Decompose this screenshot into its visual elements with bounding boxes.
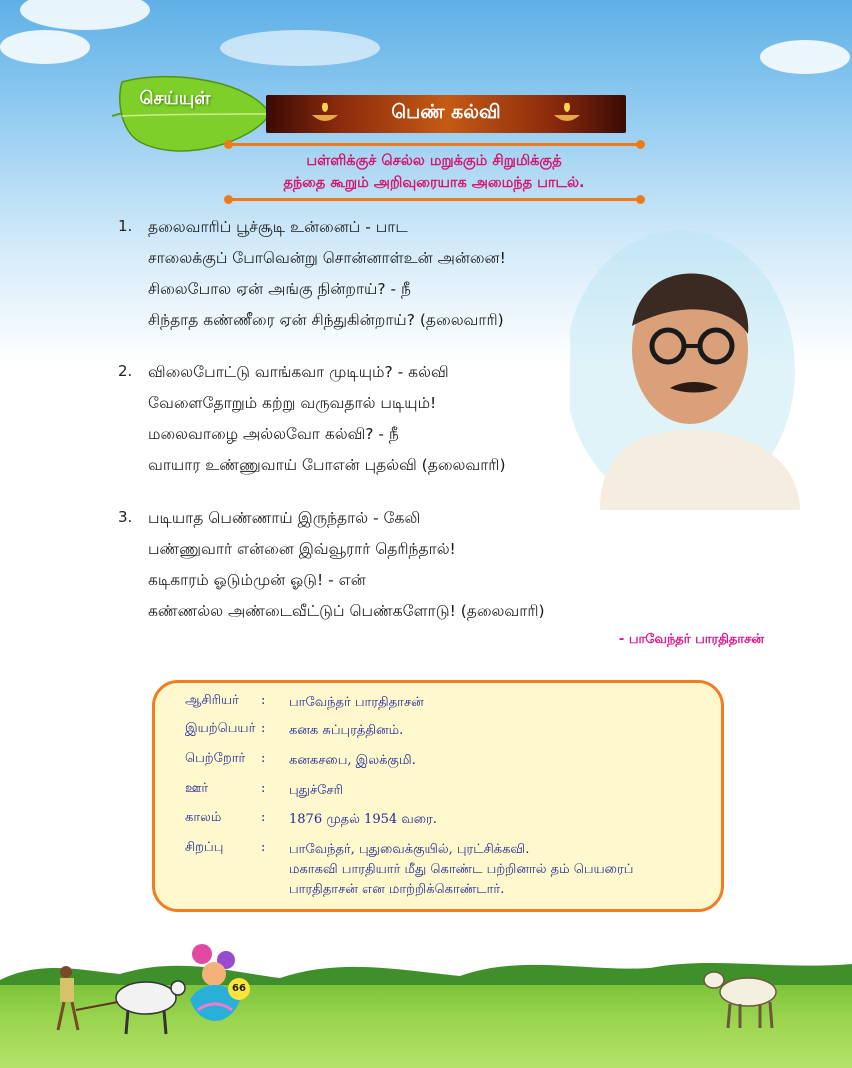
info-colon: : xyxy=(261,781,266,796)
info-value: 1876 முதல் 1954 வரை. xyxy=(289,812,437,827)
info-label: இயற்பெயர் xyxy=(185,721,256,736)
poem-line: படியாத பெண்ணாய் இருந்தால் - கேலி xyxy=(148,509,421,527)
cloud xyxy=(760,40,850,74)
poem-line: விலைபோட்டு வாங்கவா முடியும்? - கல்வி xyxy=(148,363,449,381)
cloud xyxy=(0,30,90,64)
farmer-ox-icon xyxy=(36,950,186,1040)
divider-dot xyxy=(224,195,233,204)
cloud xyxy=(20,0,150,30)
info-label: ஊர் xyxy=(185,781,209,796)
divider-dot xyxy=(636,140,645,149)
section-label: செய்யுள் xyxy=(139,88,211,109)
info-colon: : xyxy=(261,840,266,855)
title-banner xyxy=(266,95,626,133)
poem-signature: - பாவேந்தர் பாரதிதாசன் xyxy=(618,632,764,647)
leaf-icon xyxy=(112,72,272,160)
info-label: சிறப்பு xyxy=(185,840,224,855)
poem-line: சிந்தாத கண்ணீரை ஏன் சிந்துகின்றாய்? (தலைவாரி) xyxy=(148,311,504,329)
poem-line: வேளைதோறும் கற்று வருவதால் படியும்! xyxy=(148,394,437,412)
info-colon: : xyxy=(261,693,266,708)
info-value: பாவேந்தர் பாரதிதாசன் xyxy=(289,695,424,710)
info-value-line: மகாகவி பாரதியார் மீது கொண்ட பற்றினால் தம் பெயரைப் xyxy=(289,862,634,877)
stanza-number: 1. xyxy=(118,217,133,235)
divider xyxy=(228,198,640,201)
divider-dot xyxy=(636,195,645,204)
info-label: பெற்றோர் xyxy=(185,751,246,766)
info-value: கனகசபை, இலக்குமி. xyxy=(289,753,416,768)
poem-line: கண்ணல்ல அண்டைவீட்டுப் பெண்களோடு! (தலைவாரி) xyxy=(148,602,545,620)
stanza-number: 3. xyxy=(118,508,133,526)
page-number: 66 xyxy=(228,978,250,1000)
info-value xyxy=(289,840,729,900)
info-colon: : xyxy=(261,810,266,825)
info-value: கனக சுப்புரத்தினம். xyxy=(289,723,404,738)
info-value: புதுச்சேரி xyxy=(289,783,343,798)
intro-text xyxy=(228,150,640,194)
poem-line: பண்ணுவார் என்னை இவ்வூரார் தெரிந்தால்! xyxy=(148,540,456,558)
info-colon: : xyxy=(261,721,266,736)
poem-line: சிலைபோல ஏன் அங்கு நின்றாய்? - நீ xyxy=(148,280,411,298)
info-value-line: பாவேந்தர், புதுவைக்குயில், புரட்சிக்கவி. xyxy=(289,842,530,857)
poem-line: கடிகாரம் ஓடும்முன் ஓடு! - என் xyxy=(148,571,366,589)
page-title: பெண் கல்வி xyxy=(391,101,501,123)
poem-line: தலைவாரிப் பூச்சூடி உன்னைப் - பாட xyxy=(148,218,408,236)
info-value-line: பாரதிதாசன் என மாற்றிக்கொண்டார். xyxy=(289,882,505,897)
poem-line: சாலைக்குப் போவென்று சொன்னாள்உன் அன்னை! xyxy=(148,249,506,267)
goat-icon xyxy=(696,962,786,1032)
info-label: ஆசிரியர் xyxy=(185,693,239,708)
intro-line-2: தந்தை கூறும் அறிவுரையாக அமைந்த பாடல். xyxy=(283,175,585,191)
stanza-number: 2. xyxy=(118,362,133,380)
divider-dot xyxy=(224,140,233,149)
intro-line-1: பள்ளிக்குச் செல்ல மறுக்கும் சிறுமிக்குத் xyxy=(306,153,562,169)
poem-line: மலைவாழை அல்லவோ கல்வி? - நீ xyxy=(148,425,399,443)
author-info-box xyxy=(152,680,724,912)
cloud xyxy=(220,30,380,66)
info-label: காலம் xyxy=(185,810,222,825)
divider xyxy=(228,143,640,146)
poem-line: வாயார உண்ணுவாய் போஎன் புதல்வி (தலைவாரி) xyxy=(148,456,506,474)
info-colon: : xyxy=(261,751,266,766)
